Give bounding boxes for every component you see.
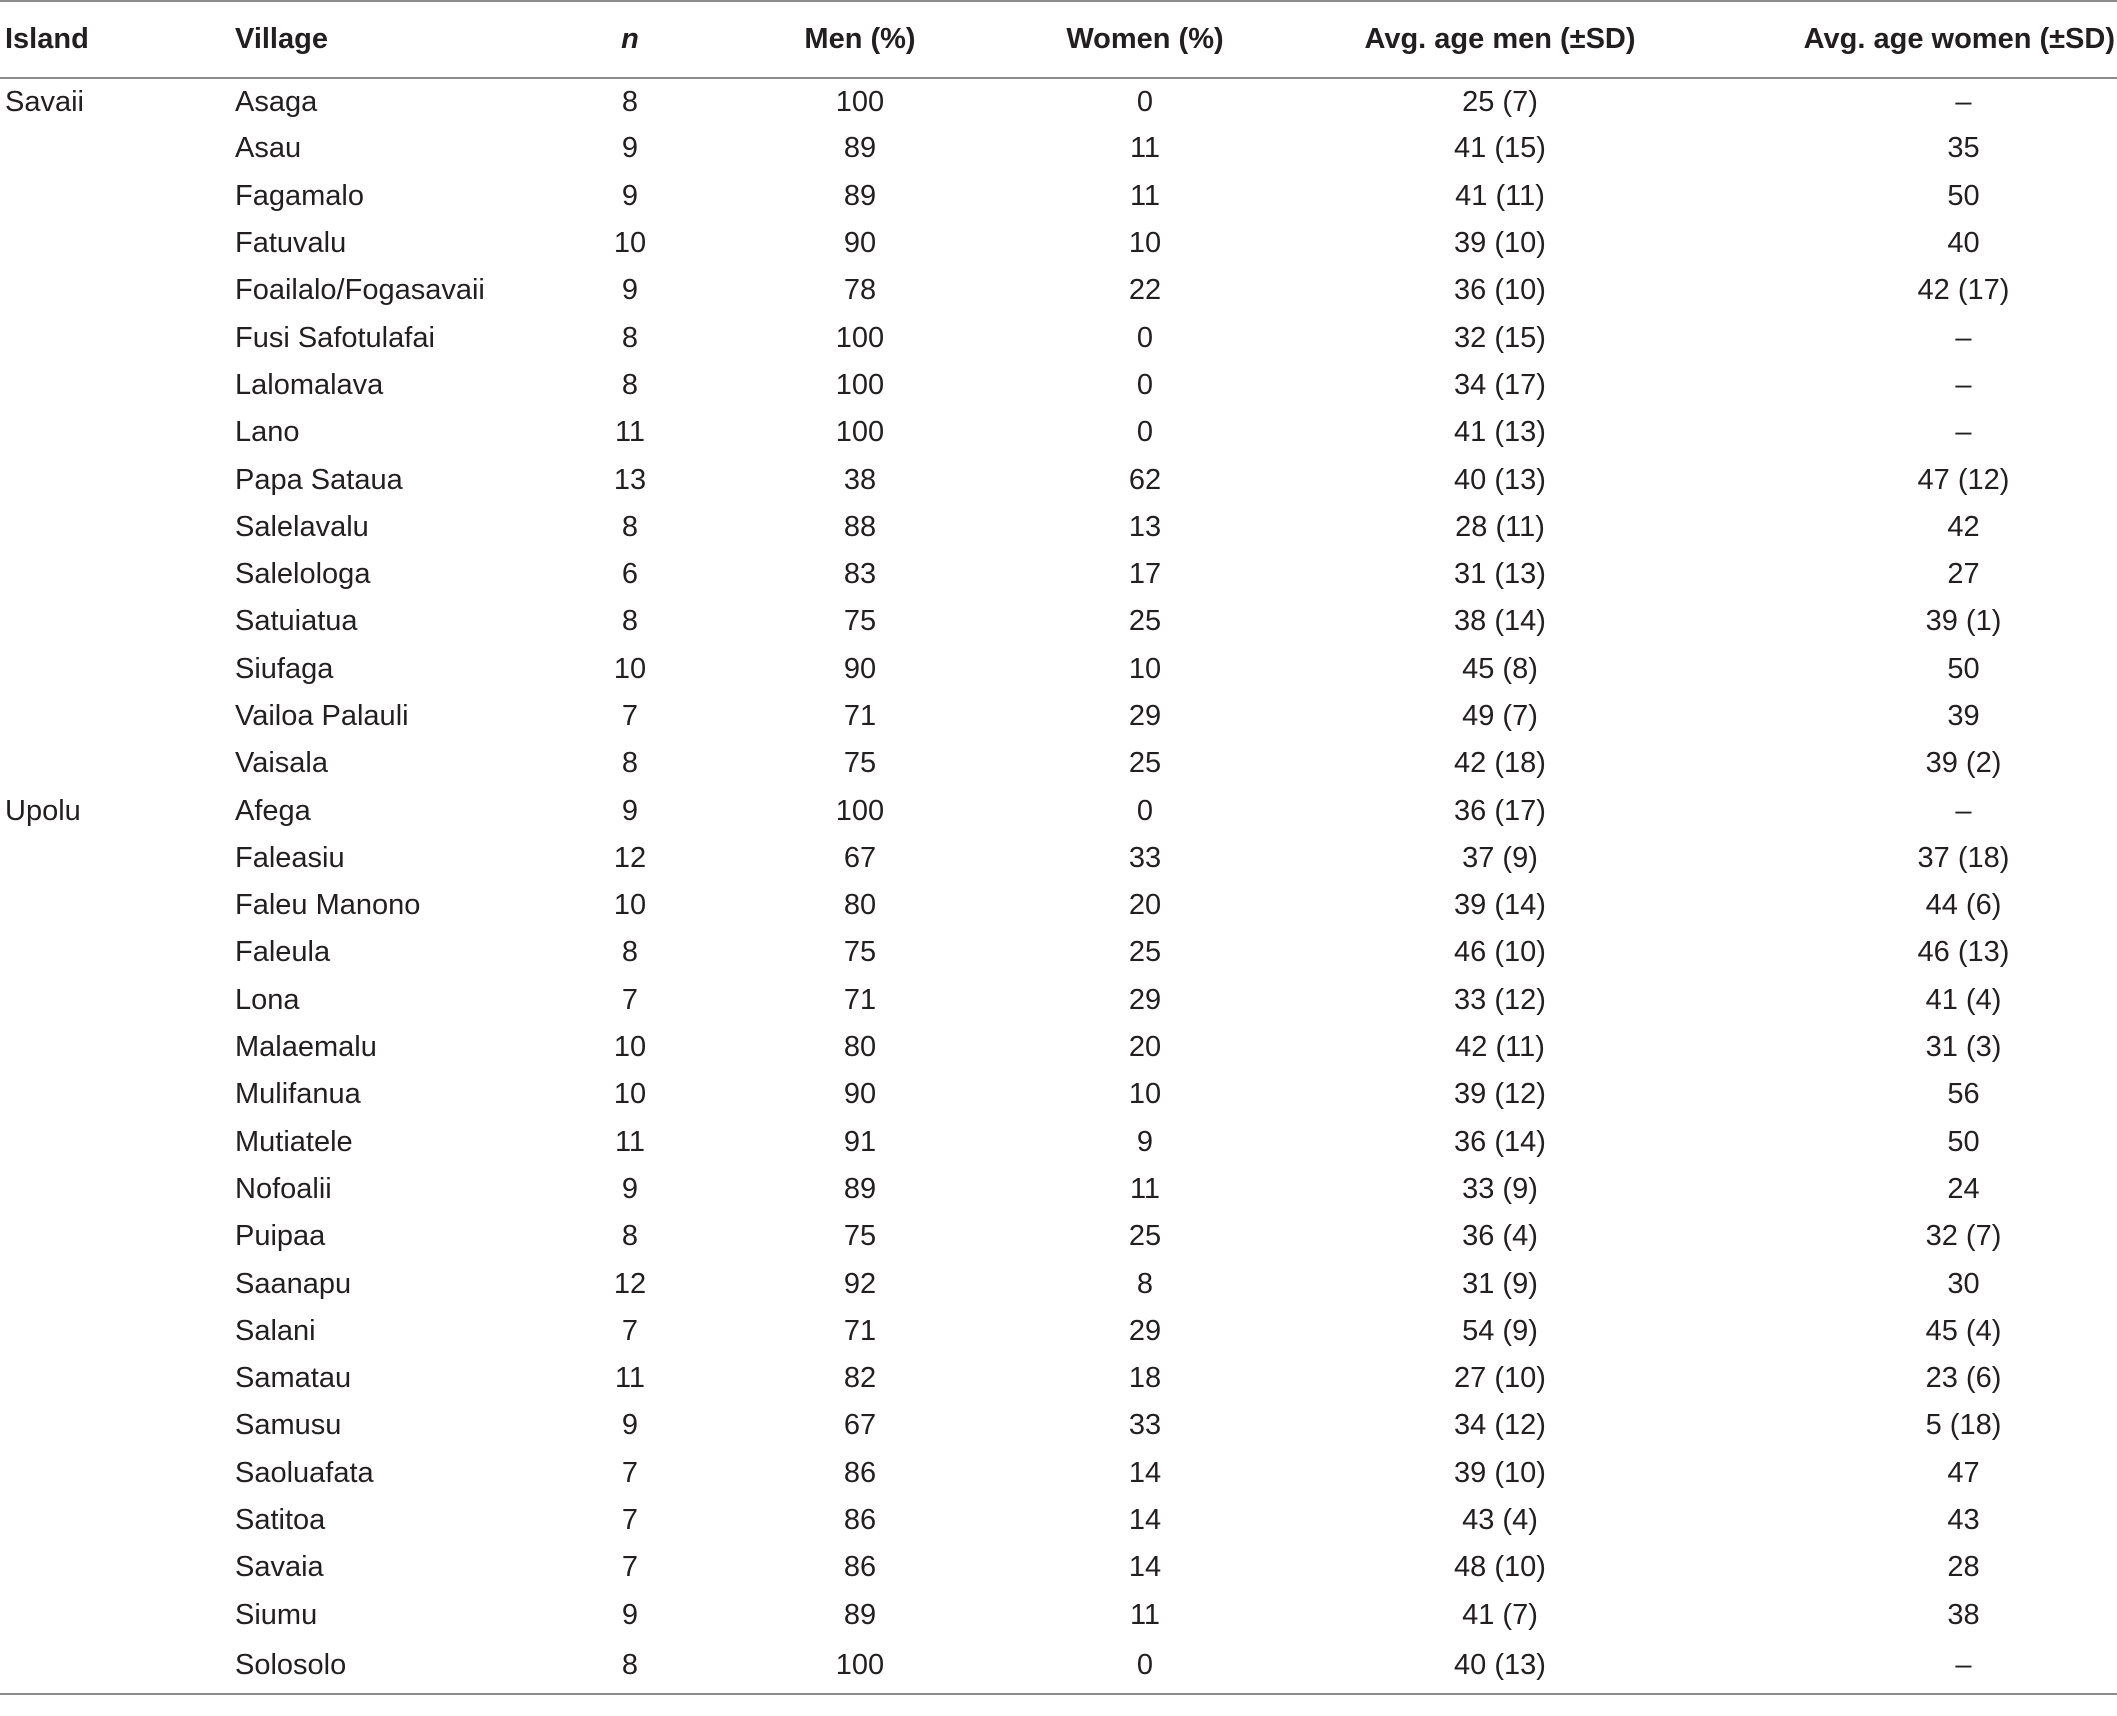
cell-men-pct: 80	[843, 889, 877, 922]
table-row	[0, 551, 2117, 598]
cell-avg-age-women: 47 (12)	[1917, 463, 2010, 496]
cell-avg-age-women: 37 (18)	[1917, 841, 2010, 874]
table-row	[0, 314, 2117, 361]
cell-avg-age-women: –	[1955, 794, 1972, 827]
cell-avg-age-men: 37 (9)	[1462, 841, 1538, 874]
cell-island: Upolu	[5, 794, 81, 827]
cell-women-pct: 22	[1128, 274, 1162, 307]
header-women-pct: Women (%)	[1005, 1, 1285, 78]
cell-men-pct: 100	[835, 85, 885, 118]
cell-village: Papa Sataua	[235, 463, 403, 496]
cell-women-pct: 17	[1128, 558, 1162, 591]
cell-n: 10	[613, 652, 647, 685]
cell-n: 8	[621, 747, 639, 780]
cell-avg-age-men: 45 (8)	[1462, 652, 1538, 685]
cell-n: 11	[614, 1125, 646, 1158]
cell-n: 7	[621, 1504, 639, 1537]
cell-n: 7	[621, 983, 639, 1016]
header-n: n	[545, 1, 715, 78]
table-row	[0, 1355, 2117, 1402]
cell-island	[0, 835, 235, 882]
table-row	[0, 1544, 2117, 1591]
cell-village: Malaemalu	[235, 1031, 377, 1064]
cell-n: 10	[613, 1078, 647, 1111]
cell-avg-age-women: 47	[1947, 1456, 1980, 1489]
cell-men-pct: 80	[843, 1031, 877, 1064]
cell-island	[0, 1119, 235, 1166]
cell-island	[0, 1592, 235, 1639]
cell-men-pct: 75	[843, 605, 877, 638]
cell-avg-age-men: 40 (13)	[1454, 463, 1546, 496]
cell-avg-age-men: 42 (18)	[1454, 747, 1546, 780]
cell-n: 8	[621, 936, 639, 969]
cell-avg-age-women: 39	[1947, 700, 1980, 732]
cell-village: Salani	[235, 1314, 316, 1347]
cell-avg-age-men: 28 (11)	[1455, 510, 1545, 543]
table-row	[0, 693, 2117, 740]
cell-island	[0, 551, 235, 598]
cell-avg-age-women: 46 (13)	[1917, 936, 2010, 969]
table-row	[0, 267, 2117, 314]
cell-men-pct: 91	[843, 1125, 877, 1158]
cell-men-pct: 100	[835, 794, 885, 827]
cell-avg-age-men: 42 (11)	[1455, 1031, 1545, 1064]
cell-n: 10	[613, 227, 647, 260]
cell-island	[0, 1355, 235, 1402]
cell-avg-age-women: –	[1955, 416, 1972, 449]
cell-village: Siufaga	[235, 652, 334, 685]
cell-men-pct: 92	[843, 1267, 877, 1300]
cell-island	[0, 409, 235, 456]
cell-avg-age-women: 40	[1947, 227, 1980, 260]
cell-women-pct: 0	[1136, 321, 1154, 354]
cell-island	[0, 362, 235, 409]
cell-island	[0, 1166, 235, 1213]
cell-men-pct: 86	[843, 1551, 877, 1584]
cell-avg-age-men: 36 (10)	[1454, 274, 1546, 307]
cell-women-pct: 8	[1136, 1267, 1154, 1300]
table-row	[0, 646, 2117, 693]
cell-n: 8	[621, 321, 639, 354]
cell-village: Afega	[235, 794, 311, 827]
cell-n: 9	[621, 1409, 639, 1442]
cell-avg-age-women: 30	[1947, 1267, 1980, 1300]
cell-village: Mulifanua	[235, 1078, 361, 1111]
cell-avg-age-women: 31 (3)	[1925, 1031, 2002, 1064]
cell-n: 7	[621, 700, 639, 732]
cell-avg-age-men: 46 (10)	[1454, 936, 1546, 969]
cell-village: Vailoa Palauli	[235, 700, 409, 732]
cell-n: 8	[621, 1220, 639, 1253]
cell-avg-age-men: 39 (12)	[1454, 1078, 1546, 1111]
cell-village: Nofoalii	[235, 1172, 332, 1205]
cell-n: 10	[613, 889, 647, 922]
cell-avg-age-women: 39 (2)	[1925, 747, 2002, 780]
header-village: Village	[235, 1, 545, 78]
cell-women-pct: 20	[1128, 1031, 1162, 1064]
table-row	[0, 929, 2117, 976]
cell-n: 10	[613, 1031, 647, 1064]
cell-women-pct: 14	[1128, 1504, 1162, 1537]
cell-men-pct: 89	[843, 132, 877, 165]
cell-avg-age-women: 45 (4)	[1925, 1314, 2002, 1347]
cell-men-pct: 78	[843, 274, 877, 307]
cell-women-pct: 0	[1005, 1639, 1285, 1694]
header-men-pct: Men (%)	[715, 1, 1005, 78]
cell-avg-age-men: 40 (13)	[1285, 1639, 1715, 1694]
table-row	[0, 1024, 2117, 1071]
cell-men-pct: 71	[843, 700, 877, 732]
cell-avg-age-women: 23 (6)	[1925, 1362, 2002, 1395]
cell-avg-age-women: 27	[1947, 558, 1980, 591]
cell-n: 8	[621, 510, 639, 543]
table-row	[0, 456, 2117, 503]
cell-island	[0, 598, 235, 645]
cell-women-pct: 14	[1128, 1456, 1162, 1489]
table-row	[0, 882, 2117, 929]
cell-n: 8	[545, 1639, 715, 1694]
cell-women-pct: 0	[1136, 85, 1154, 118]
table-body	[0, 78, 2117, 1694]
cell-village: Fusi Safotulafai	[235, 321, 435, 354]
cell-men-pct: 83	[843, 558, 877, 591]
cell-women-pct: 0	[1136, 416, 1154, 449]
cell-village: Mutiatele	[235, 1125, 353, 1158]
cell-men-pct: 89	[843, 1172, 877, 1205]
table-row	[0, 1119, 2117, 1166]
cell-women-pct: 25	[1128, 1220, 1162, 1253]
header-row	[0, 1, 2117, 78]
cell-women-pct: 13	[1128, 510, 1162, 543]
header-island: Island	[0, 1, 235, 78]
cell-men-pct: 90	[843, 1078, 877, 1111]
cell-n: 6	[621, 558, 639, 591]
cell-men-pct: 67	[843, 1409, 877, 1442]
cell-n: 7	[621, 1456, 639, 1489]
cell-men-pct: 75	[843, 747, 877, 780]
cell-village: Lano	[235, 416, 300, 449]
cell-avg-age-men: 43 (4)	[1462, 1504, 1538, 1537]
cell-men-pct: 89	[843, 179, 877, 212]
cell-island	[0, 1024, 235, 1071]
cell-women-pct: 25	[1128, 747, 1162, 780]
cell-women-pct: 0	[1136, 368, 1154, 401]
cell-women-pct: 25	[1128, 605, 1162, 638]
cell-women-pct: 11	[1129, 1598, 1161, 1631]
cell-avg-age-women: 41 (4)	[1925, 983, 2002, 1016]
cell-village: Fatuvalu	[235, 227, 347, 260]
cell-avg-age-men: 34 (17)	[1454, 368, 1546, 401]
cell-men-pct: 89	[843, 1598, 877, 1631]
cell-avg-age-women: 24	[1947, 1172, 1980, 1205]
cell-avg-age-women: 43	[1947, 1504, 1980, 1537]
table-row	[0, 504, 2117, 551]
cell-village: Fagamalo	[235, 179, 364, 212]
cell-island	[0, 1213, 235, 1260]
cell-n: 9	[621, 132, 639, 165]
cell-island: Savaii	[5, 85, 84, 118]
cell-island	[0, 1308, 235, 1355]
cell-village: Savaia	[235, 1551, 324, 1584]
cell-n: 8	[621, 605, 639, 638]
cell-men-pct: 90	[843, 652, 877, 685]
cell-island	[0, 314, 235, 361]
cell-avg-age-men: 34 (12)	[1454, 1409, 1546, 1442]
cell-avg-age-men: 31 (13)	[1454, 558, 1546, 591]
cell-n: 8	[621, 85, 639, 118]
cell-women-pct: 10	[1128, 652, 1162, 685]
cell-village: Samatau	[235, 1362, 352, 1395]
header-avg-age-men: Avg. age men (±SD)	[1285, 1, 1715, 78]
table-row	[0, 1592, 2117, 1639]
table-row	[0, 1450, 2117, 1497]
cell-women-pct: 29	[1128, 700, 1162, 732]
cell-avg-age-men: 41 (13)	[1454, 416, 1546, 449]
cell-men-pct: 100	[715, 1639, 1005, 1694]
cell-avg-age-women: 38	[1947, 1598, 1980, 1631]
cell-women-pct: 33	[1128, 1409, 1162, 1442]
cell-island	[0, 929, 235, 976]
cell-avg-age-men: 36 (14)	[1454, 1125, 1546, 1158]
cell-avg-age-women: 50	[1947, 652, 1980, 685]
table-row	[0, 1260, 2117, 1307]
cell-men-pct: 100	[835, 321, 885, 354]
cell-women-pct: 11	[1129, 179, 1161, 212]
cell-n: 7	[621, 1551, 639, 1584]
cell-men-pct: 71	[843, 983, 877, 1016]
cell-avg-age-women: –	[1955, 321, 1972, 354]
cell-n: 11	[614, 1362, 646, 1395]
cell-men-pct: 75	[843, 936, 877, 969]
cell-village: Saoluafata	[235, 1456, 374, 1489]
table-row	[0, 1308, 2117, 1355]
table-row	[0, 787, 2117, 834]
cell-men-pct: 100	[835, 368, 885, 401]
table-row	[0, 598, 2117, 645]
cell-avg-age-men: 49 (7)	[1462, 700, 1538, 732]
table-row	[0, 1497, 2117, 1544]
cell-avg-age-men: 39 (14)	[1454, 889, 1546, 922]
table-row	[0, 220, 2117, 267]
cell-village: Foailalo/Fogasavaii	[235, 274, 485, 307]
table-row	[0, 125, 2117, 172]
table-row	[0, 740, 2117, 787]
cell-village: Saanapu	[235, 1267, 352, 1300]
cell-men-pct: 90	[843, 227, 877, 260]
cell-n: 9	[621, 274, 639, 307]
cell-avg-age-women: –	[1955, 85, 1972, 118]
cell-island	[0, 173, 235, 220]
cell-n: 12	[613, 1267, 647, 1300]
cell-n: 9	[621, 794, 639, 827]
cell-n: 7	[621, 1314, 639, 1347]
cell-women-pct: 18	[1128, 1362, 1162, 1395]
table-row	[0, 173, 2117, 220]
cell-men-pct: 100	[835, 416, 885, 449]
cell-avg-age-men: 33 (12)	[1454, 983, 1546, 1016]
table-row	[0, 1071, 2117, 1118]
cell-men-pct: 88	[843, 510, 877, 543]
cell-avg-age-women: 50	[1947, 179, 1980, 212]
table-header	[0, 1, 2117, 78]
cell-island	[0, 693, 235, 740]
cell-women-pct: 29	[1128, 983, 1162, 1016]
cell-village: Satitoa	[235, 1504, 326, 1537]
cell-avg-age-women: 39 (1)	[1925, 605, 2002, 638]
cell-women-pct: 10	[1128, 1078, 1162, 1111]
table-row	[0, 409, 2117, 456]
cell-avg-age-men: 32 (15)	[1454, 321, 1546, 354]
table-row	[0, 1402, 2117, 1449]
cell-island	[0, 646, 235, 693]
cell-avg-age-men: 33 (9)	[1462, 1172, 1538, 1205]
cell-island	[0, 267, 235, 314]
table-row	[0, 362, 2117, 409]
cell-women-pct: 0	[1136, 794, 1154, 827]
cell-island	[0, 1497, 235, 1544]
cell-avg-age-men: 41 (7)	[1462, 1598, 1538, 1631]
table-row	[0, 835, 2117, 882]
cell-island	[0, 882, 235, 929]
cell-men-pct: 86	[843, 1456, 877, 1489]
cell-women-pct: 10	[1128, 227, 1162, 260]
cell-avg-age-men: 25 (7)	[1462, 85, 1538, 118]
cell-n: 12	[613, 841, 647, 874]
cell-n: 13	[613, 463, 647, 496]
cell-island	[0, 1639, 235, 1694]
cell-village: Salelavalu	[235, 510, 369, 543]
cell-village: Puipaa	[235, 1220, 326, 1253]
cell-island	[0, 456, 235, 503]
header-avg-age-women: Avg. age women (±SD)	[1715, 1, 2117, 78]
cell-avg-age-women: 5 (18)	[1925, 1409, 2002, 1442]
cell-women-pct: 20	[1128, 889, 1162, 922]
cell-island	[0, 504, 235, 551]
cell-village: Siumu	[235, 1598, 318, 1631]
cell-avg-age-men: 54 (9)	[1462, 1314, 1538, 1347]
cell-men-pct: 71	[843, 1314, 877, 1347]
cell-women-pct: 11	[1129, 132, 1161, 165]
cell-village: Vaisala	[235, 747, 328, 780]
cell-island	[0, 220, 235, 267]
cell-village: Lalomalava	[235, 368, 384, 401]
cell-village: Asaga	[235, 85, 318, 118]
cell-avg-age-women: 35	[1947, 132, 1980, 165]
cell-avg-age-men: 31 (9)	[1462, 1267, 1538, 1300]
cell-avg-age-women: 28	[1947, 1551, 1980, 1584]
cell-men-pct: 67	[843, 841, 877, 874]
table-row	[0, 78, 2117, 125]
cell-island	[0, 977, 235, 1024]
cell-avg-age-women: 56	[1947, 1078, 1980, 1111]
cell-island	[0, 1260, 235, 1307]
cell-village: Faleu Manono	[235, 889, 421, 922]
cell-avg-age-women: –	[1955, 368, 1972, 401]
cell-avg-age-men: 41 (11)	[1455, 179, 1545, 212]
cell-women-pct: 11	[1129, 1172, 1161, 1205]
cell-avg-age-women: 42 (17)	[1917, 274, 2010, 307]
cell-women-pct: 25	[1128, 936, 1162, 969]
cell-avg-age-women: 42	[1947, 510, 1980, 543]
cell-men-pct: 86	[843, 1504, 877, 1537]
table-row	[0, 977, 2117, 1024]
cell-island	[0, 125, 235, 172]
cell-n: 8	[621, 368, 639, 401]
cell-avg-age-men: 36 (4)	[1462, 1220, 1538, 1253]
cell-women-pct: 33	[1128, 841, 1162, 874]
cell-women-pct: 9	[1136, 1125, 1154, 1158]
cell-men-pct: 82	[843, 1362, 877, 1395]
cell-n: 11	[614, 416, 646, 449]
cell-avg-age-men: 39 (10)	[1454, 227, 1546, 260]
cell-island	[0, 1402, 235, 1449]
cell-women-pct: 62	[1128, 463, 1162, 496]
cell-village: Asau	[235, 132, 302, 165]
cell-village: Lona	[235, 983, 300, 1016]
cell-village: Samusu	[235, 1409, 342, 1442]
cell-avg-age-men: 38 (14)	[1454, 605, 1546, 638]
cell-n: 9	[621, 179, 639, 212]
cell-women-pct: 14	[1128, 1551, 1162, 1584]
cell-avg-age-men: 41 (15)	[1454, 132, 1546, 165]
cell-men-pct: 75	[843, 1220, 877, 1253]
cell-women-pct: 29	[1128, 1314, 1162, 1347]
cell-avg-age-women: 32 (7)	[1925, 1220, 2002, 1253]
table-row	[0, 1166, 2117, 1213]
cell-avg-age-men: 48 (10)	[1454, 1551, 1546, 1584]
cell-island	[0, 1544, 235, 1591]
cell-avg-age-women: 50	[1947, 1125, 1980, 1158]
cell-n: 9	[621, 1172, 639, 1205]
table-row	[0, 1213, 2117, 1260]
table-row	[0, 1639, 2117, 1694]
cell-island	[0, 740, 235, 787]
cell-avg-age-women: –	[1715, 1639, 2117, 1694]
cell-island	[0, 1450, 235, 1497]
cell-village: Salelologa	[235, 558, 371, 591]
cell-avg-age-men: 27 (10)	[1454, 1362, 1546, 1395]
cell-avg-age-women: 44 (6)	[1925, 889, 2002, 922]
cell-n: 9	[621, 1598, 639, 1631]
cell-avg-age-men: 39 (10)	[1454, 1456, 1546, 1489]
cell-village: Satuiatua	[235, 605, 358, 638]
cell-village: Solosolo	[235, 1639, 545, 1694]
cell-island	[0, 1071, 235, 1118]
cell-village: Faleula	[235, 936, 331, 969]
cell-avg-age-men: 36 (17)	[1454, 794, 1546, 827]
cell-men-pct: 38	[843, 463, 877, 496]
cell-village: Faleasiu	[235, 841, 345, 874]
